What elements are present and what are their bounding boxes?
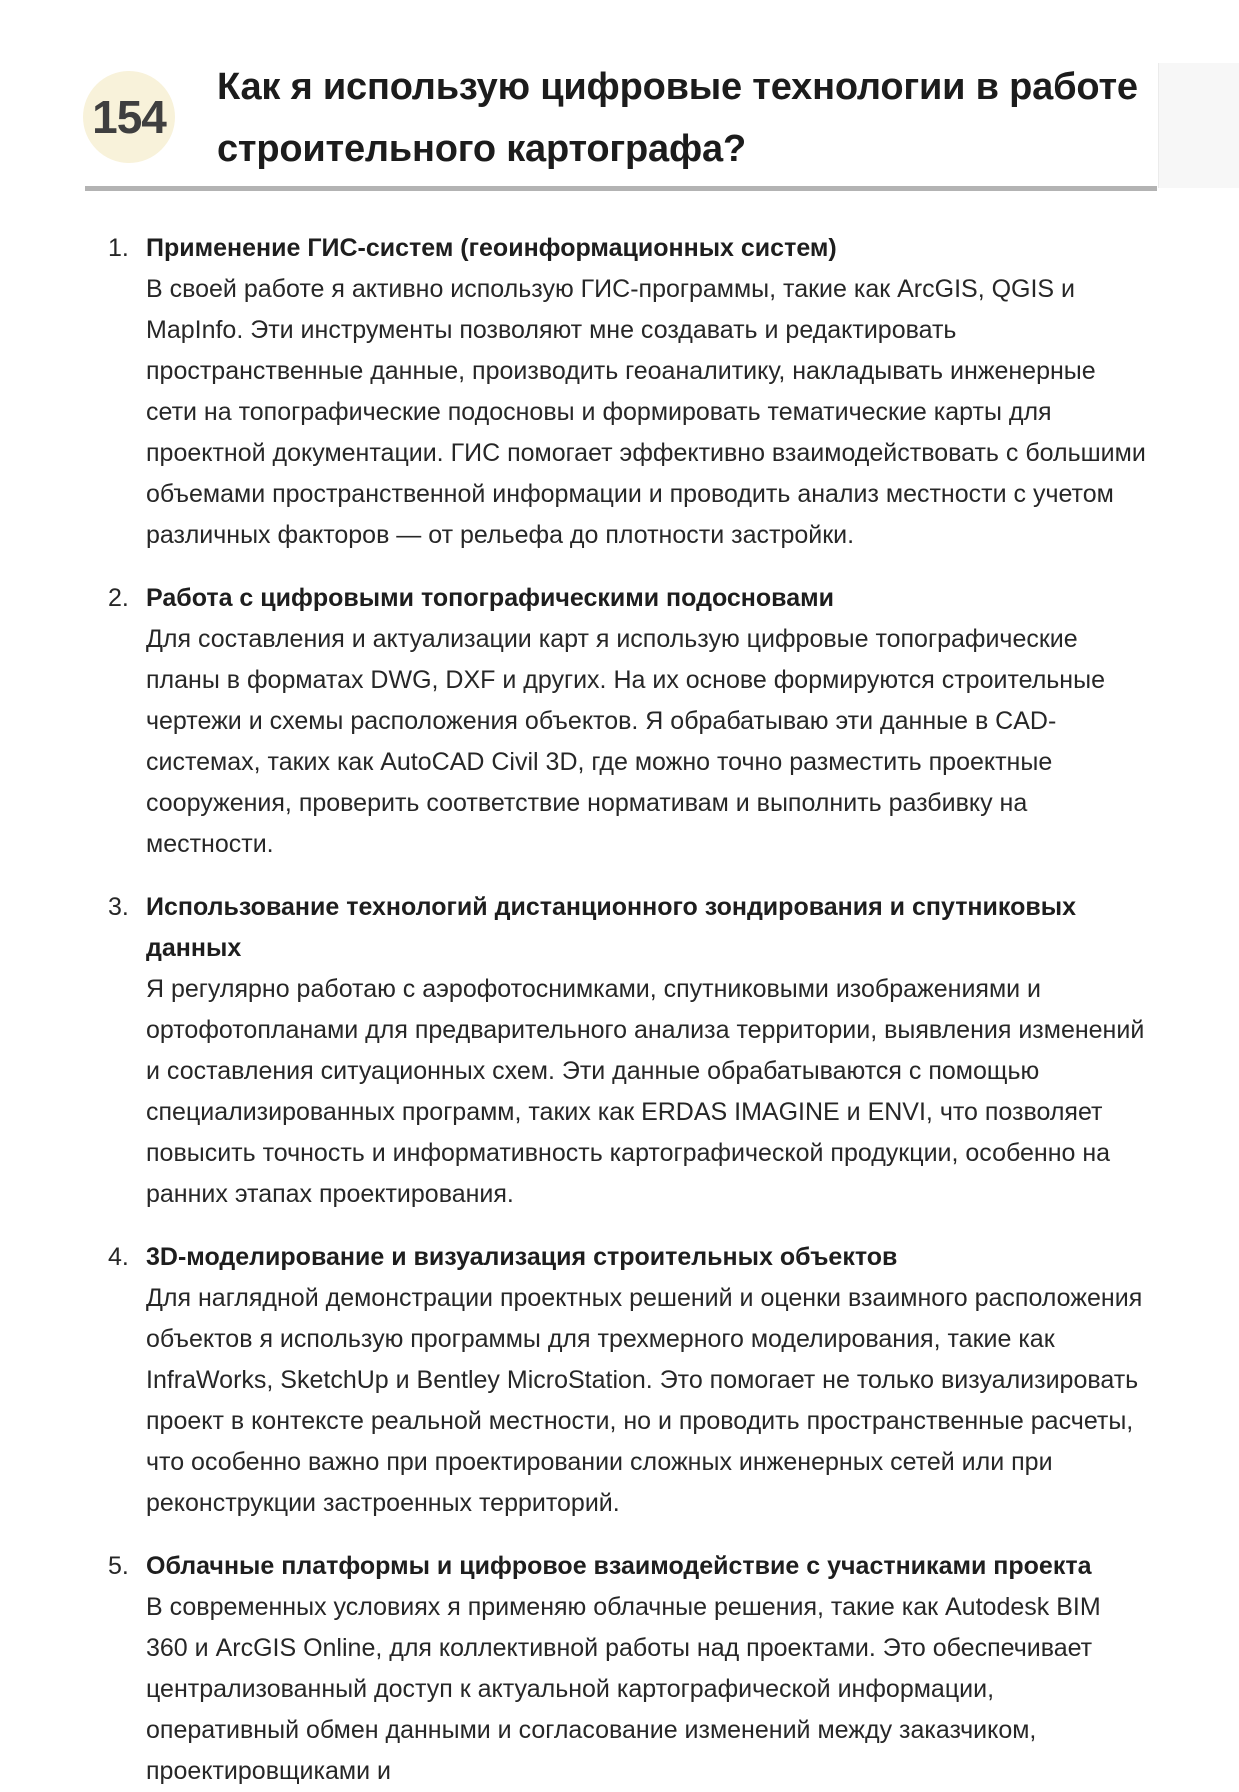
question-header — [0, 0, 1239, 191]
list-item — [108, 1546, 1146, 1792]
item-heading: Облачные платформы и цифровое взаимодействие с участниками проекта — [146, 1552, 1092, 1580]
answer-list — [0, 228, 1146, 1792]
header-shade — [1158, 63, 1239, 188]
page-title: Как я использую цифровые технологии в работе строительного картографа? — [217, 66, 1138, 170]
list-item — [108, 228, 1146, 556]
item-heading: 3D-моделирование и визуализация строительных объектов — [146, 1243, 898, 1271]
item-body: В своей работе я активно использую ГИС-программы, такие как ArcGIS, QGIS и MapInfo. Эти инструменты позволяют мне создавать и редактировать пространственные данные, производить геоаналитику, накладывать инженерные сети на топографические подосновы и формировать тематические карты для проектной документации. ГИС помогает эффективно взаимодействовать с большими объемами пространственной информации и проводить анализ местности с учетом различных факторов — от рельефа до плотности застройки. — [146, 275, 1146, 549]
list-item — [108, 578, 1146, 865]
item-number: 2. — [108, 584, 129, 612]
item-body: Я регулярно работаю с аэрофотоснимками, спутниковыми изображениями и ортофотопланами для предварительного анализа территории, выявления изменений и составления ситуационных схем. Эти данные обрабатываются с помощью специализированных программ, таких как ERDAS IMAGINE и ENVI, что позволяет повысить точность и информативность картографической продукции, особенно на ранних этапах проектирования. — [146, 975, 1145, 1208]
item-heading: Работа с цифровыми топографическими подосновами — [146, 584, 834, 612]
item-body: Для составления и актуализации карт я использую цифровые топографические планы в форматах DWG, DXF и других. На их основе формируются строительные чертежи и схемы расположения объектов. Я обрабатываю эти данные в CAD-системах, таких как AutoCAD Civil 3D, где можно точно разместить проектные сооружения, проверить соответствие нормативам и выполнить разбивку на местности. — [146, 625, 1105, 858]
item-number: 5. — [108, 1552, 129, 1580]
item-number: 1. — [108, 234, 129, 262]
question-number-badge: 154 — [83, 71, 175, 163]
item-heading: Использование технологий дистанционного зондирования и спутниковых данных — [146, 893, 1076, 962]
item-heading: Применение ГИС-систем (геоинформационных систем) — [146, 234, 837, 262]
list-item — [108, 1237, 1146, 1524]
item-body: В современных условиях я применяю облачные решения, такие как Autodesk BIM 360 и ArcGIS Online, для коллективной работы над проектами. Это обеспечивает централизованный доступ к актуальной картографической информации, оперативный обмен данными и согласование изменений между заказчиком, проектировщиками и — [146, 1593, 1101, 1785]
list-item — [108, 887, 1146, 1215]
item-number: 3. — [108, 893, 129, 921]
item-body: Для наглядной демонстрации проектных решений и оценки взаимного расположения объектов я использую программы для трехмерного моделирования, такие как InfraWorks, SketchUp и Bentley MicroStation. Это помогает не только визуализировать проект в контексте реальной местности, но и проводить пространственные расчеты, что особенно важно при проектировании сложных инженерных сетей или при реконструкции застроенных территорий. — [146, 1284, 1143, 1517]
header-divider — [85, 186, 1157, 191]
item-number: 4. — [108, 1243, 129, 1271]
